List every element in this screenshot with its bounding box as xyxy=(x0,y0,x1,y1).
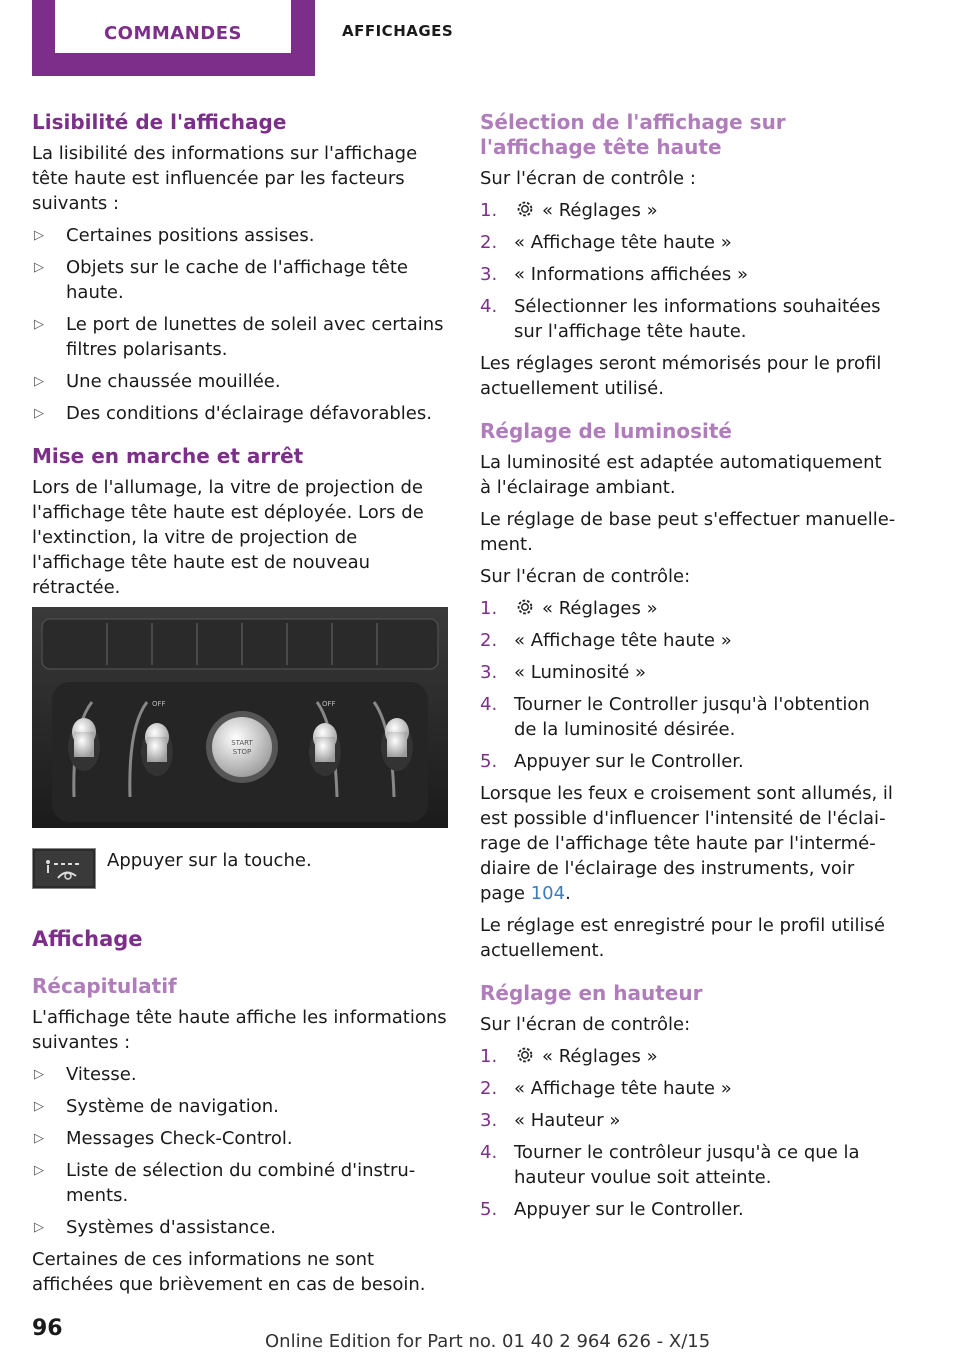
tab-affichages[interactable]: AFFICHAGES xyxy=(342,22,454,40)
left-column xyxy=(32,110,448,1304)
section-title-recapitulatif: Récapitulatif xyxy=(32,974,177,998)
list-item: 1. « Réglages » xyxy=(480,598,658,619)
bullet-triangle-icon: ▷ xyxy=(34,260,44,275)
paragraph: Lors de l'allumage, la vitre de projection de l'affichage tête haute est déployée. Lors de l'extinction, la vitre de projection de l'affichage tête haute est de nouveau rétractée. xyxy=(32,477,424,598)
bullet-list xyxy=(32,223,448,426)
footer-edition: Online Edition for Part no. 01 40 2 964 626 - X/15 xyxy=(265,1331,711,1352)
section-title-lisibilite: Lisibilité de l'affichage xyxy=(32,110,287,134)
paragraph: La luminosité est adaptée automatiquement à l'éclairage ambiant. xyxy=(480,452,882,498)
svg-text:STOP: STOP xyxy=(232,748,252,756)
list-item: ▷ Systèmes d'assistance. xyxy=(34,1217,277,1238)
list-item: ▷ Liste de sélection du combiné d'instruments. xyxy=(34,1160,416,1206)
list-item: ▷ Système de navigation. xyxy=(34,1096,279,1117)
section-title-affichage: Affichage xyxy=(32,927,143,951)
paragraph: Sur l'écran de contrôle: xyxy=(480,1014,691,1035)
numbered-list xyxy=(480,198,896,344)
section-title-mise-en-marche: Mise en marche et arrêt xyxy=(32,444,304,468)
paragraph: La lisibilité des informations sur l'affichage tête haute est influencée par les facteurs suivants : xyxy=(32,143,418,214)
list-item: ▷ Une chaussée mouillée. xyxy=(34,371,281,392)
paragraph: Sur l'écran de contrôle: xyxy=(480,566,691,587)
bullet-triangle-icon: ▷ xyxy=(34,1099,44,1114)
section-title-hauteur: Réglage en hauteur xyxy=(480,981,703,1005)
page-number: 96 xyxy=(32,1316,63,1341)
bullet-triangle-icon: ▷ xyxy=(34,1131,44,1146)
bullet-triangle-icon: ▷ xyxy=(34,228,44,243)
list-item: 3. « Luminosité » xyxy=(480,662,647,683)
list-item: 4. Sélectionner les informations souhaitées sur l'affichage tête haute. xyxy=(480,296,881,342)
bullet-triangle-icon: ▷ xyxy=(34,1163,44,1178)
paragraph: Le réglage est enregistré pour le profil utilisé actuellement. xyxy=(480,915,885,961)
bullet-triangle-icon: ▷ xyxy=(34,1067,44,1082)
paragraph: Certaines de ces informations ne sont affichées que brièvement en cas de besoin. xyxy=(32,1249,426,1295)
bullet-triangle-icon: ▷ xyxy=(34,1220,44,1235)
list-item: ▷ Objets sur le cache de l'affichage tête haute. xyxy=(34,257,408,303)
paragraph: L'affichage tête haute affiche les informations suivantes : xyxy=(32,1007,447,1053)
list-item: 1. « Réglages » xyxy=(480,1046,658,1067)
list-item: ▷ Messages Check-Control. xyxy=(34,1128,293,1149)
list-item: ▷ Vitesse. xyxy=(34,1064,137,1085)
paragraph: Sur l'écran de contrôle : xyxy=(480,168,696,189)
button-instruction-text: Appuyer sur la touche. xyxy=(107,850,312,871)
list-item: ▷ Le port de lunettes de soleil avec certains filtres polarisants. xyxy=(34,314,444,360)
list-item: 2. « Affichage tête haute » xyxy=(480,1078,732,1099)
tab-commandes[interactable]: COMMANDES xyxy=(55,0,291,53)
svg-text:START: START xyxy=(231,739,253,747)
gear-icon xyxy=(514,1044,536,1066)
list-item: 2. « Affichage tête haute » xyxy=(480,630,732,651)
list-item: 1. « Réglages » xyxy=(480,200,658,221)
bullet-triangle-icon: ▷ xyxy=(34,374,44,389)
section-title-selection: Sélection de l'affichage sur l'affichage tête haute xyxy=(480,110,786,159)
list-item: ▷ Des conditions d'éclairage défavorables. xyxy=(34,403,432,424)
bullet-list xyxy=(32,1062,448,1240)
paragraph: Lorsque les feux e croisement sont allumés, il est possible d'influencer l'intensité de l'éclairage de l'affichage tête haute par l'intermédiaire de l'éclairage des instruments, voir page 104. xyxy=(480,783,893,904)
console-switches-photo xyxy=(32,607,448,828)
list-item: 3. « Informations affichées » xyxy=(480,264,749,285)
gear-icon xyxy=(514,596,536,618)
list-item: 3. « Hauteur » xyxy=(480,1110,621,1131)
list-item: 5. Appuyer sur le Controller. xyxy=(480,1199,744,1220)
button-instruction xyxy=(32,848,448,908)
numbered-list xyxy=(480,1044,896,1222)
list-item: 5. Appuyer sur le Controller. xyxy=(480,751,744,772)
svg-text:OFF: OFF xyxy=(322,700,336,708)
bullet-triangle-icon: ▷ xyxy=(34,317,44,332)
right-column xyxy=(480,110,896,1229)
numbered-list xyxy=(480,596,896,774)
hud-button-icon xyxy=(32,848,96,889)
page-link[interactable]: 104 xyxy=(530,883,566,904)
list-item: 4. Tourner le contrôleur jusqu'à ce que la hauteur voulue soit atteinte. xyxy=(480,1142,860,1188)
paragraph: Les réglages seront mémorisés pour le profil actuellement utilisé. xyxy=(480,353,882,399)
list-item: ▷ Certaines positions assises. xyxy=(34,225,315,246)
section-title-luminosite: Réglage de luminosité xyxy=(480,419,732,443)
svg-text:OFF: OFF xyxy=(152,700,166,708)
gear-icon xyxy=(514,198,536,220)
list-item: 4. Tourner le Controller jusqu'à l'obtention de la luminosité désirée. xyxy=(480,694,870,740)
list-item: 2. « Affichage tête haute » xyxy=(480,232,732,253)
bullet-triangle-icon: ▷ xyxy=(34,406,44,421)
paragraph: Le réglage de base peut s'effectuer manuellement. xyxy=(480,509,896,555)
